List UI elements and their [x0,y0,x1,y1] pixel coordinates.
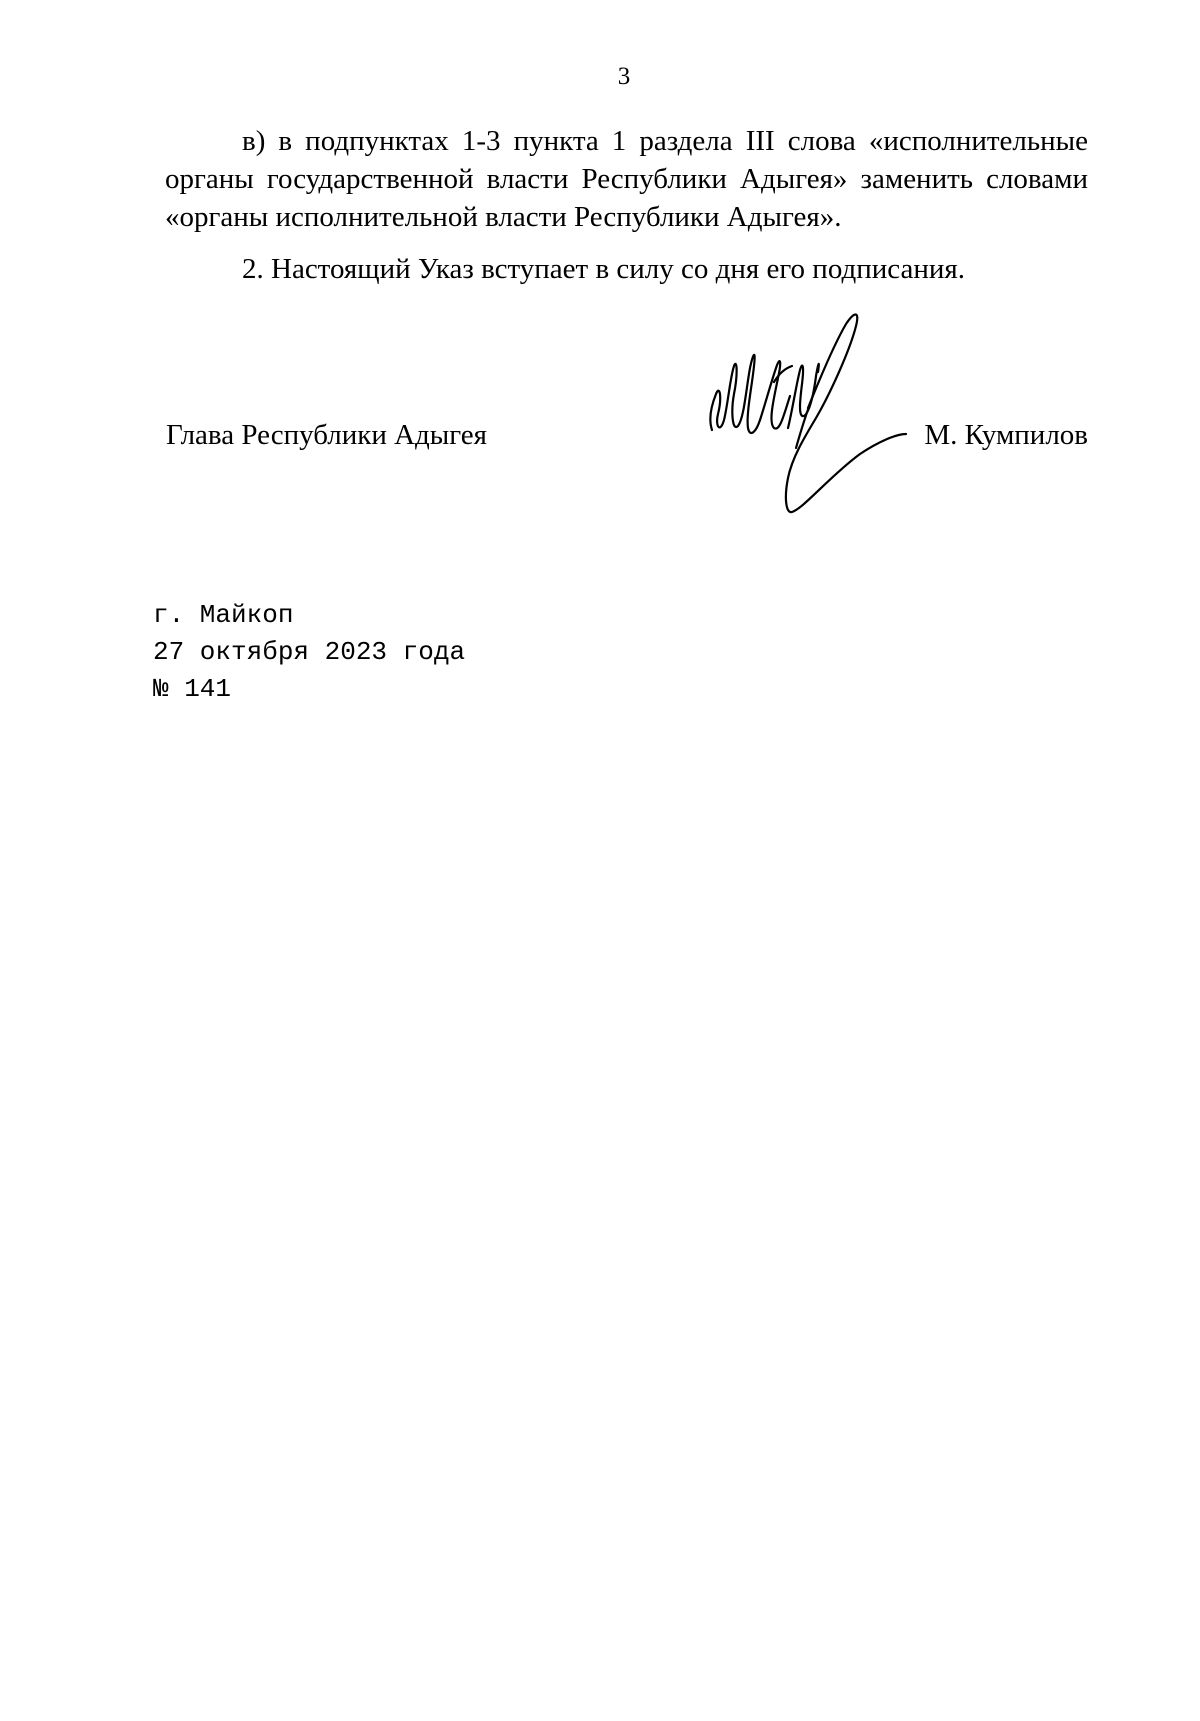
issue-date: 27 октября 2023 года [153,637,466,667]
signatory-name: М. Кумпилов [924,419,1088,451]
signatory-position: Глава Республики Адыгея [166,419,487,451]
paragraph-subpoint-v: в) в подпунктах 1-3 пункта 1 раздела III слова «исполнительные органы государственной власти Республики Адыгея» заменить словами «органы исполнительной власти Республики Адыгея». [165,125,1088,233]
paragraph-point-2: 2. Настоящий Указ вступает в силу со дня его подписания. [242,253,966,285]
decree-number: № 141 [153,674,232,704]
handwritten-signature [700,308,910,528]
issue-city: г. Майкоп [153,600,294,630]
page-number: 3 [617,63,631,90]
